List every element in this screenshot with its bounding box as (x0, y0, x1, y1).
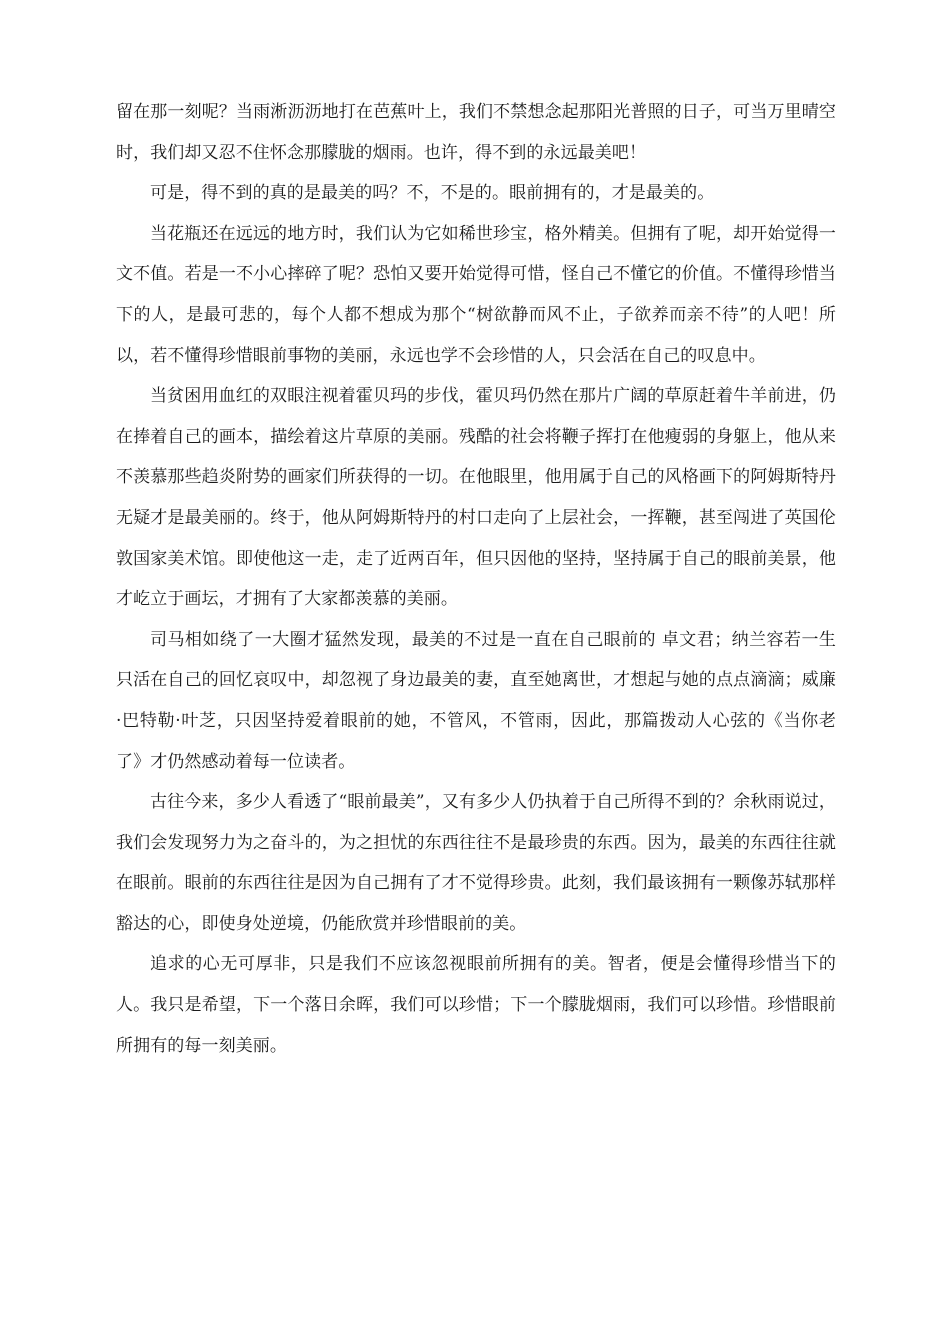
document-body (116, 92, 836, 1066)
paragraph: 古往今来，多少人看透了“眼前最美”，又有多少人仍执着于自己所得不到的？余秋雨说过，我们会发现努力为之奋斗的，为之担忧的东西往往不是最珍贵的东西。因为，最美的东西往往就在眼前。眼前的东西往往是因为自己拥有了才不觉得珍贵。此刻，我们最该拥有一颗像苏轼那样豁达的心，即使身处逆境，仍能欣赏并珍惜眼前的美。 (116, 792, 836, 934)
paragraph: 当花瓶还在远远的地方时，我们认为它如稀世珍宝，格外精美。但拥有了呢，却开始觉得一文不值。若是一不小心摔碎了呢？恐怕又要开始觉得可惜，怪自己不懂它的价值。不懂得珍惜当下的人，是最可悲的，每个人都不想成为那个“树欲静而风不止，子欲养而亲不待”的人吧！所以，若不懂得珍惜眼前事物的美丽，永远也学不会珍惜的人，只会活在自己的叹息中。 (116, 223, 836, 366)
paragraph: 追求的心无可厚非，只是我们不应该忽视眼前所拥有的美。智者，便是会懂得珍惜当下的人。我只是希望，下一个落日余晖，我们可以珍惜；下一个朦胧烟雨，我们可以珍惜。珍惜眼前所拥有的每一刻美丽。 (116, 954, 836, 1056)
paragraph: 可是，得不到的真的是最美的吗？不，不是的。眼前拥有的，才是最美的。 (150, 183, 715, 204)
paragraph: 司马相如绕了一大圈才猛然发现，最美的不过是一直在自己眼前的 卓文君；纳兰容若一生只活在自己的回忆哀叹中，却忽视了身边最美的妻，直至她离世，才想起与她的点点滴滴；威廉·巴特勒·叶芝，只因坚持爱着眼前的她，不管风，不管雨，因此，那篇拨动人心弦的《当你老了》才仍然感动着每一位读者。 (116, 629, 836, 772)
paragraph: 当贫困用血红的双眼注视着霍贝玛的步伐，霍贝玛仍然在那片广阔的草原赶着牛羊前进，仍在捧着自己的画本，描绘着这片草原的美丽。残酷的社会将鞭子挥打在他瘦弱的身躯上，他从来不羡慕那些趋炎附势的画家们所获得的一切。在他眼里，他用属于自己的风格画下的阿姆斯特丹无疑才是最美丽的。终于，他从阿姆斯特丹的村口走向了上层社会，一挥鞭，甚至闯进了英国伦敦国家美术馆。即使他这一走，走了近两百年，但只因他的坚持，坚持属于自己的眼前美景，他才屹立于画坛，才拥有了大家都羡慕的美丽。 (116, 386, 836, 610)
paragraph-continuation: 留在那一刻呢？当雨淅沥沥地打在芭蕉叶上，我们不禁想念起那阳光普照的日子，可当万里晴空时，我们却又忍不住怀念那朦胧的烟雨。也许，得不到的永远最美吧！ (116, 102, 836, 163)
